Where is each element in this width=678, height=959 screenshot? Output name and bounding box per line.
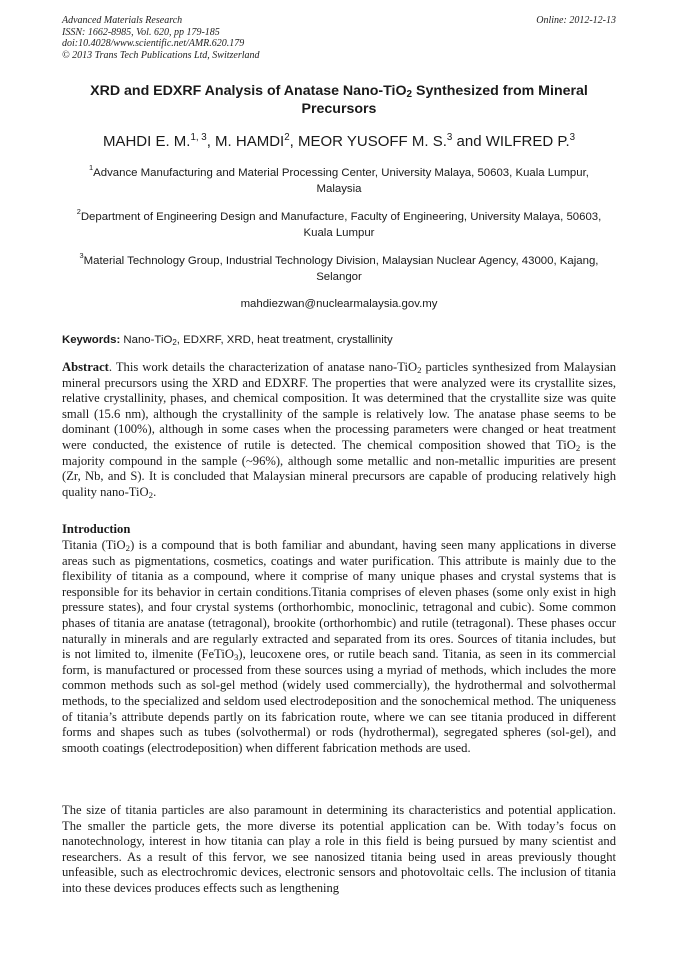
- copyright-line: © 2013 Trans Tech Publications Ltd, Switzerland: [62, 49, 260, 61]
- abstract-label: Abstract: [62, 360, 109, 374]
- author-name: and WILFRED P.: [452, 133, 570, 150]
- paper-title: XRD and EDXRF Analysis of Anatase Nano-TiO$_2$ Synthesized from Mineral Precursors: [90, 83, 588, 117]
- affiliation-1: $^1$Advance Manufacturing and Material Processing Center, University Malaya, 50603, Kuala Lumpur, Malaysia: [89, 163, 589, 195]
- author-list: MAHDI E. M.$^{1, 3}$, M. HAMDI$^2$, MEOR YUSOFF M. S.$^3$ and WILFRED P.$^3$: [102, 132, 576, 150]
- doi-line: doi:10.4028/www.scientific.net/AMR.620.179: [62, 38, 245, 49]
- introduction-paragraph-2: The size of titania particles are also paramount in determining its characteristics and potential application. The smaller the particle gets, the more diverse its potential application can be. With today’s focus on nanotechnology, interest in how titania can play a role in this field is being pursued by many scientist and researchers. As a result of this fervor, we see nanosized titania being used in areas previously thought unfeasible, such as electrochromic devices, electronic sensors and photovoltaic cells. The inclusion of titania into these devices produces effects such as lengthening: [62, 803, 616, 895]
- journal-header: [62, 15, 616, 61]
- affiliation-2: $^2$Department of Engineering Design and Manufacture, Faculty of Engineering, University Malaya, 50603, Kuala Lumpur: [76, 207, 602, 239]
- author-name: , MEOR YUSOFF M. S.: [289, 133, 447, 150]
- section-heading-introduction: Introduction: [62, 522, 131, 536]
- author-name: MAHDI E. M.: [102, 133, 191, 150]
- issn-line: ISSN: 1662-8985, Vol. 620, pp 179-185: [62, 26, 220, 38]
- journal-name: Advanced Materials Research: [62, 15, 183, 26]
- abstract: Abstract. This work details the characterization of anatase nano-TiO$_2$ particles synthesized from Malaysian mineral precursors using the XRD and EDXRF. The properties that were analyzed were its crystallite sizes, relative crystallinity, phases, and chemical composition. It was determined that the crystallite size was quite small (15.6 nm), although the crystallinity of the sample is relatively low. The anatase phase seems to be dominant (100%), although in some cases when the processing parameters were changed or heat treatment were conducted, the existence of rutile is detected. The chemical composition showed that TiO$_2$ is the majority compound in the sample (~96%), although some metallic and non-metallic impurities are present (Zr, Nb, and S). It is concluded that Malaysian mineral precursors are capable of producing relatively high quality nano-TiO$_2$.: [62, 360, 616, 500]
- author-name: , M. HAMDI: [206, 133, 285, 150]
- contact-email: mahdiezwan@nuclearmalaysia.gov.my: [240, 298, 438, 310]
- keywords-label: Keywords:: [62, 334, 121, 346]
- online-date: Online: 2012-12-13: [536, 15, 616, 26]
- keywords: Keywords: Nano-TiO$_2$, EDXRF, XRD, heat treatment, crystallinity: [62, 334, 393, 347]
- affiliation-3: $^3$Material Technology Group, Industrial Technology Division, Malaysian Nuclear Agency, 43000, Kajang, Selangor: [79, 251, 599, 283]
- introduction-paragraph-1: Titania (TiO$_2$) is a compound that is both familiar and abundant, having seen many applications in diverse areas such as pigmentations, cosmetics, coatings and water purification. This attribute is mainly due to the flexibility of titania as a compound, where it comprise of many unique phases and crystal systems that is responsible for its behavior in certain conditions.Titania comprises of eleven phases (some only exist in high pressure states), and four crystal systems (orthorhombic, monoclinic, tetragonal and cubic). Some common phases of titania are anatase (tetragonal), brookite (orthorhombic) and rutile (tetragonal). These phases occur naturally in minerals and are regularly extracted and separated from its ores. Sources of titania includes, but is not limited to, ilmenite (FeTiO$_3$), leucoxene ores, or rutile beach sand. Titania, as seen in its commercial form, is manufactured or processed from these sources using a myriad of methods, which includes the more common methods such as sol-gel method (widely used commercially), the hydrothermal and solvothermal methods, to the specialized and seldom used electrodeposition and the sonochemical method. The uniqueness of titania’s attribute depends partly on its fabrication route, where we can see titania produced in different forms and shapes such as tubes (solvothermal) or rods (hydrothermal), segregated spheres (sol-gel), and smooth coatings (electrodeposition) when different fabrication methods are used.: [62, 538, 616, 755]
